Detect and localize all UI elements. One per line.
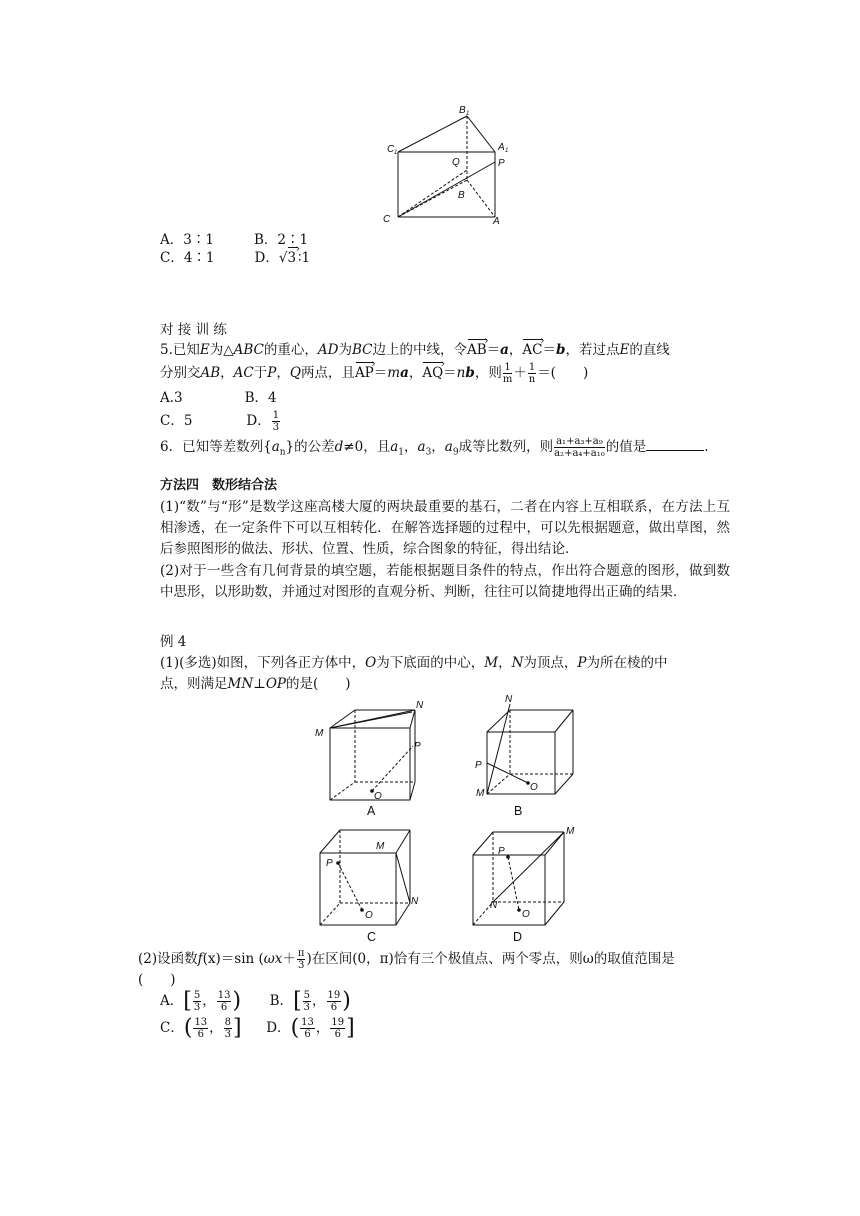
- cube-caption-b: B: [514, 804, 523, 818]
- svg-text:1: 1: [394, 150, 398, 156]
- method4-paragraph-2: (2)对于一些含有几何背景的填空题，若能根据题目条件的特点，作出符合题意的图形，做到数中思形，以形助数，并通过对图形的直观分析、判断，往往可以简捷地得出正确的结果．: [160, 563, 730, 600]
- svg-text:N: N: [490, 900, 498, 911]
- q5-options-row1: [160, 388, 277, 408]
- q5-line2: 分别交AB，AC于P，Q两点，且AP ›＝ma，AQ ›＝nb，则 $\frac{1}{m}$ ＋ $\frac{1}{n}$ ＝( ): [160, 362, 588, 385]
- answer-blank[interactable]: [646, 438, 704, 451]
- example4-option-a: A．[ $\frac{5}{3}$ ， $\frac{13}{6}$ ): [160, 988, 242, 1014]
- prev-option-b: B．2∶1: [253, 232, 309, 248]
- q5-option-b: B．4: [244, 390, 277, 406]
- cube-caption-a: A: [367, 804, 376, 818]
- prev-options-row1: [160, 230, 308, 250]
- svg-text:1: 1: [466, 111, 470, 117]
- svg-text:P: P: [475, 760, 482, 771]
- label-c: C: [383, 214, 391, 225]
- svg-text:P: P: [326, 858, 333, 869]
- svg-text:O: O: [522, 909, 530, 920]
- cube-figure-d: [468, 822, 583, 930]
- example4-option-c: C．( $\frac{13}{6}$ ， $\frac{8}{3}$ ]: [160, 1015, 242, 1041]
- svg-text:O: O: [530, 782, 538, 793]
- q5-option-c: C．5: [160, 413, 193, 429]
- svg-text:N: N: [416, 700, 424, 711]
- svg-text:M: M: [376, 841, 385, 852]
- svg-text:M: M: [315, 728, 324, 739]
- example4-q2-options-row2: [160, 1017, 355, 1040]
- svg-text:N: N: [411, 896, 419, 907]
- prev-option-d: D．√3 › ∶1: [255, 250, 311, 266]
- label-c1: C: [387, 144, 395, 155]
- example4-q1-line1: (1)(多选)如图，下列各正方体中，O为下底面的中心，M，N为顶点，P为所在棱的中: [160, 655, 668, 671]
- method4-title: 方法四 数形结合法: [160, 478, 278, 493]
- example4-q2-line2: ( ): [138, 972, 176, 988]
- example4-q1-line2: 点，则满足MN⊥OP的是( ): [160, 676, 351, 692]
- cube-figure-c: [310, 825, 420, 930]
- fraction-1-over-n: $\frac{1}{n}$: [528, 362, 536, 385]
- label-q: Q: [452, 157, 460, 168]
- label-b: B: [458, 190, 465, 201]
- label-p: P: [498, 158, 505, 169]
- cube-figure-b: [470, 690, 580, 800]
- q5-option-a: A.3: [160, 390, 183, 406]
- svg-text:P: P: [498, 846, 505, 857]
- svg-text:O: O: [374, 791, 382, 802]
- prism-figure: [380, 100, 510, 230]
- svg-text:M: M: [566, 826, 575, 837]
- example4-q2-line1: (2)设函数f(x)＝sin (ωx＋ $\frac{\pi}{3}$ )在区间(0，π)恰有三个极值点、两个零点，则ω的取值范围是: [138, 948, 675, 971]
- vector-ac: AC ›: [522, 340, 542, 360]
- svg-text:N: N: [505, 694, 513, 705]
- section-drill-title: 对 接 训 练: [160, 322, 227, 338]
- vector-ap: AP ›: [355, 363, 374, 383]
- label-a: A: [493, 216, 500, 227]
- label-a1: A: [498, 142, 505, 153]
- q5-options-row2: [160, 410, 281, 433]
- fraction-1-over-m: $\frac{1}{m}$: [502, 362, 513, 385]
- example4-option-d: D．( $\frac{13}{6}$ ， $\frac{19}{6}$ ]: [266, 1015, 355, 1041]
- vector-aq: AQ ›: [422, 363, 443, 383]
- prev-options-row2: [160, 248, 310, 268]
- vector-ab: AB ›: [467, 340, 487, 360]
- example4-option-b: B．[ $\frac{5}{3}$ ， $\frac{19}{6}$ ): [269, 988, 351, 1014]
- cube-caption-c: C: [367, 930, 377, 944]
- q6-fraction: $\frac{\text{a₁+a₃+a₉}}{\text{a₂+a₄+a₁₀}}$: [554, 436, 605, 459]
- svg-text:1: 1: [505, 148, 509, 154]
- method4-paragraph-1: (1)“数”与“形”是数学这座高楼大厦的两块最重要的基石，二者在内容上互相联系，在方法上互相渗透，在一定条件下可以互相转化．在解答选择题的过程中，可以先根据题意，做出草图，然后参照图形的做法、形状、位置、性质，综合图象的特征，得出结论．: [160, 499, 730, 557]
- fraction-pi-over-3: $\frac{\pi}{3}$: [297, 948, 305, 971]
- svg-text:O: O: [365, 910, 373, 921]
- example4-q2-options-row1: [160, 990, 351, 1013]
- q5-line1: 5.已知E为△ABC的重心，AD为BC边上的中线，令AB ›＝a，AC ›＝b，若过点E的直线: [160, 340, 730, 360]
- label-b1: B: [459, 105, 466, 116]
- cube-figure-a: [310, 700, 424, 805]
- prev-option-a: A．3∶1: [160, 232, 214, 248]
- q6-line: 6．已知等差数列$\{a_n\}$的公差d≠0，且$a_1$，$a_3$，$a_9$成等比数列，则 $\frac{\text{a₁+a₃+a₉}}{\text{a₂+a₄+a₁₀}}$ 的值是 .: [160, 436, 709, 459]
- q5-option-d: D． $\frac{1}{3}$: [246, 410, 280, 433]
- svg-text:M: M: [476, 788, 485, 799]
- prev-option-c: C．4∶1: [160, 250, 215, 266]
- svg-text:P: P: [414, 741, 421, 752]
- example4-label: 例 4: [160, 634, 187, 650]
- cube-caption-d: D: [513, 930, 523, 944]
